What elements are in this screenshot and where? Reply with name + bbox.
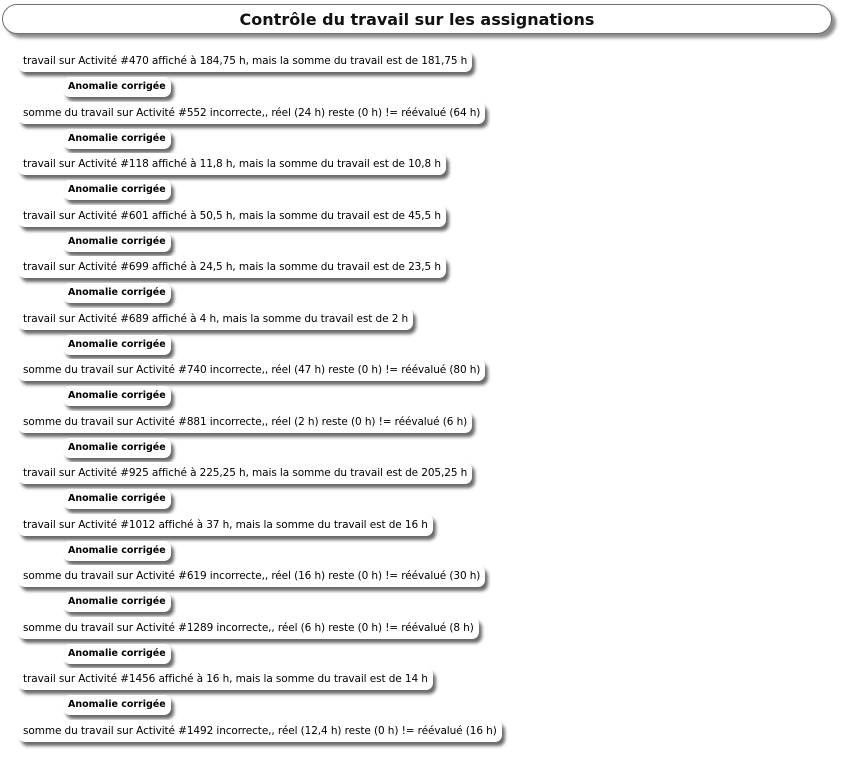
anomaly-entry: [0, 50, 849, 102]
status-badge: Anomalie corrigée: [63, 489, 171, 509]
anomaly-entry: [0, 720, 849, 771]
anomaly-entry: [0, 462, 849, 514]
anomaly-message: somme du travail sur Activité #1492 incorrecte,, réel (12,4 h) reste (0 h) != réévalué (16 h): [18, 720, 502, 742]
status-badge: Anomalie corrigée: [63, 129, 171, 149]
anomaly-entry: [0, 102, 849, 154]
anomaly-message: travail sur Activité #470 affiché à 184,75 h, mais la somme du travail est de 181,75 h: [18, 50, 472, 72]
anomaly-message: travail sur Activité #1456 affiché à 16 h, mais la somme du travail est de 14 h: [18, 668, 433, 690]
anomaly-entry: [0, 514, 849, 566]
status-badge: Anomalie corrigée: [63, 180, 171, 200]
anomaly-message: somme du travail sur Activité #881 incorrecte,, réel (2 h) reste (0 h) != réévalué (6 h): [18, 411, 472, 433]
status-badge: Anomalie corrigée: [63, 335, 171, 355]
status-badge: Anomalie corrigée: [63, 644, 171, 664]
status-badge: Anomalie corrigée: [63, 592, 171, 612]
anomaly-message: somme du travail sur Activité #1289 incorrecte,, réel (6 h) reste (0 h) != réévalué (8 h): [18, 617, 479, 639]
page-header: [2, 4, 832, 34]
anomaly-entry: [0, 308, 849, 360]
status-badge: Anomalie corrigée: [63, 232, 171, 252]
status-badge: Anomalie corrigée: [63, 283, 171, 303]
status-badge: Anomalie corrigée: [63, 695, 171, 715]
anomaly-message: travail sur Activité #118 affiché à 11,8 h, mais la somme du travail est de 10,8 h: [18, 153, 446, 175]
anomaly-entry: [0, 256, 849, 308]
anomaly-entry: [0, 359, 849, 411]
anomaly-entry: [0, 153, 849, 205]
anomaly-message: somme du travail sur Activité #740 incorrecte,, réel (47 h) reste (0 h) != réévalué (80 h): [18, 359, 485, 381]
page-title: Contrôle du travail sur les assignations: [240, 10, 595, 29]
status-badge: Anomalie corrigée: [63, 77, 171, 97]
status-badge: Anomalie corrigée: [63, 386, 171, 406]
anomaly-message: travail sur Activité #925 affiché à 225,25 h, mais la somme du travail est de 205,25 h: [18, 462, 472, 484]
status-badge: Anomalie corrigée: [63, 541, 171, 561]
anomaly-message: travail sur Activité #601 affiché à 50,5 h, mais la somme du travail est de 45,5 h: [18, 205, 446, 227]
anomaly-message: somme du travail sur Activité #619 incorrecte,, réel (16 h) reste (0 h) != réévalué (30 h): [18, 565, 485, 587]
anomaly-list: [0, 50, 849, 771]
anomaly-message: travail sur Activité #689 affiché à 4 h, mais la somme du travail est de 2 h: [18, 308, 413, 330]
anomaly-entry: [0, 565, 849, 617]
anomaly-entry: [0, 205, 849, 257]
anomaly-entry: [0, 411, 849, 463]
status-badge: Anomalie corrigée: [63, 438, 171, 458]
anomaly-message: travail sur Activité #1012 affiché à 37 h, mais la somme du travail est de 16 h: [18, 514, 433, 536]
anomaly-entry: [0, 668, 849, 720]
anomaly-message: travail sur Activité #699 affiché à 24,5 h, mais la somme du travail est de 23,5 h: [18, 256, 446, 278]
anomaly-entry: [0, 617, 849, 669]
anomaly-message: somme du travail sur Activité #552 incorrecte,, réel (24 h) reste (0 h) != réévalué (64 h): [18, 102, 485, 124]
